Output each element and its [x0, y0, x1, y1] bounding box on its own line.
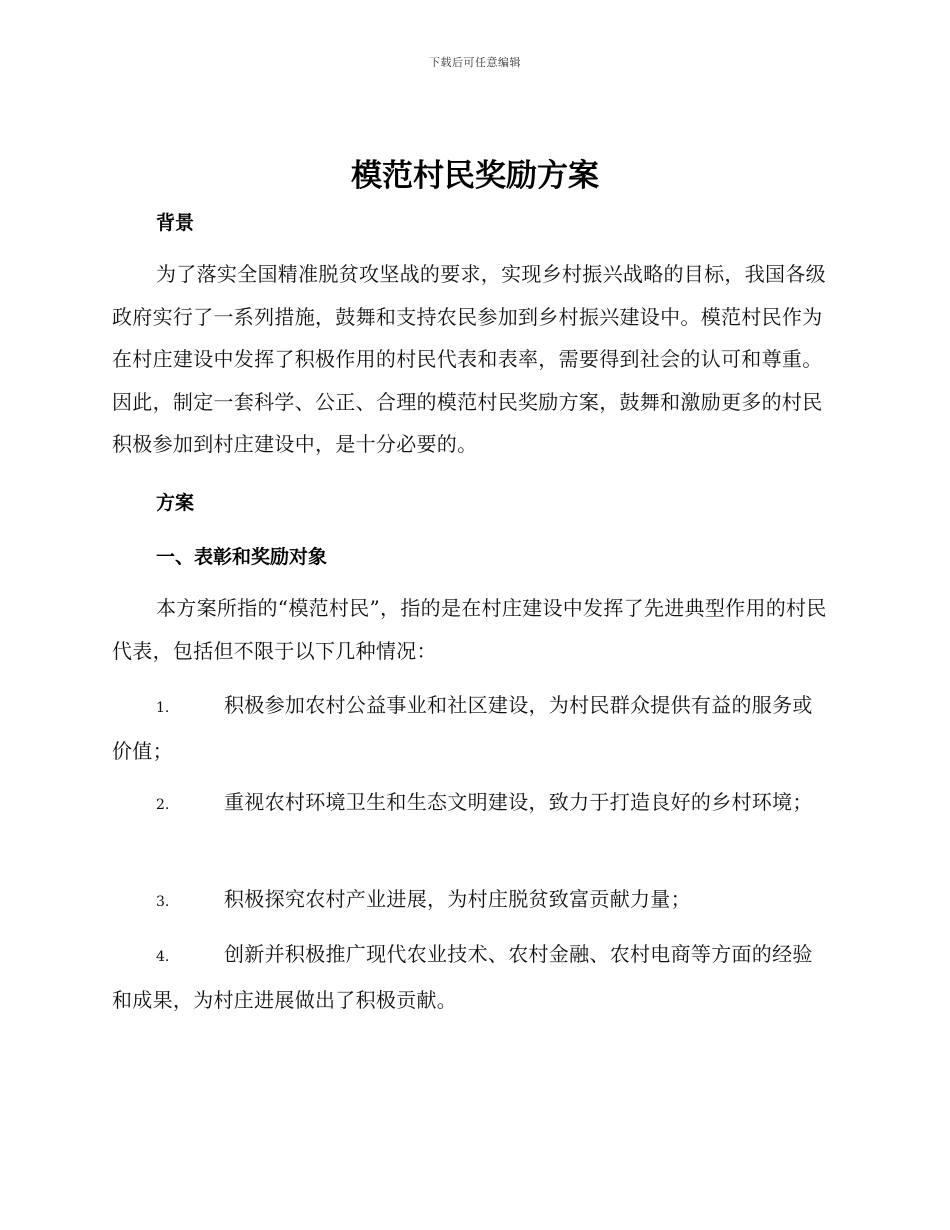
list-item-text: 创新并积极推广现代农业技术、农村金融、农村电商等方面的经验和成果，为村庄进展做出了积极贡献。: [112, 942, 813, 1012]
list-item-number: 3.: [156, 894, 170, 910]
list-item-number: 4.: [156, 949, 170, 965]
list-item-text: 重视农村环境卫生和生态文明建设，致力于打造良好的乡村环境；: [224, 790, 813, 814]
list-item: [112, 933, 832, 1021]
scope-paragraph: 本方案所指的“模范村民”，指的是在村庄建设中发挥了先进典型作用的村民代表，包括但不限于以下几种情况：: [112, 596, 827, 663]
background-paragraph: 为了落实全国精准脱贫攻坚战的要求，实现乡村振兴战略的目标，我国各级政府实行了一系列措施，鼓舞和支持农民参加到乡村振兴建设中。模范村民作为在村庄建设中发挥了积极作用的村民代表和表率，需要得到社会的认可和尊重。因此，制定一套科学、公正、合理的模范村民奖励方案，鼓舞和激励更多的村民积极参加到村庄建设中，是十分必要的。: [112, 262, 826, 456]
section-heading-background: 背景: [156, 212, 195, 234]
list-item-number: 1.: [156, 700, 170, 716]
list-item-text: 积极探究农村产业进展，为村庄脱贫致富贡献力量；: [224, 887, 691, 911]
list-item-number: 2.: [156, 797, 170, 813]
document-title: 模范村民奖励方案: [351, 158, 599, 194]
subheading-award-targets: 一、表彰和奖励对象: [156, 546, 328, 568]
list-item: [112, 684, 832, 772]
section-heading-plan: 方案: [156, 492, 195, 514]
list-item: [112, 781, 832, 827]
header-note: 下载后可任意编辑: [429, 56, 521, 69]
list-item-text: 积极参加农村公益事业和社区建设，为村民群众提供有益的服务或价值；: [112, 693, 813, 763]
list-item: [112, 878, 832, 924]
